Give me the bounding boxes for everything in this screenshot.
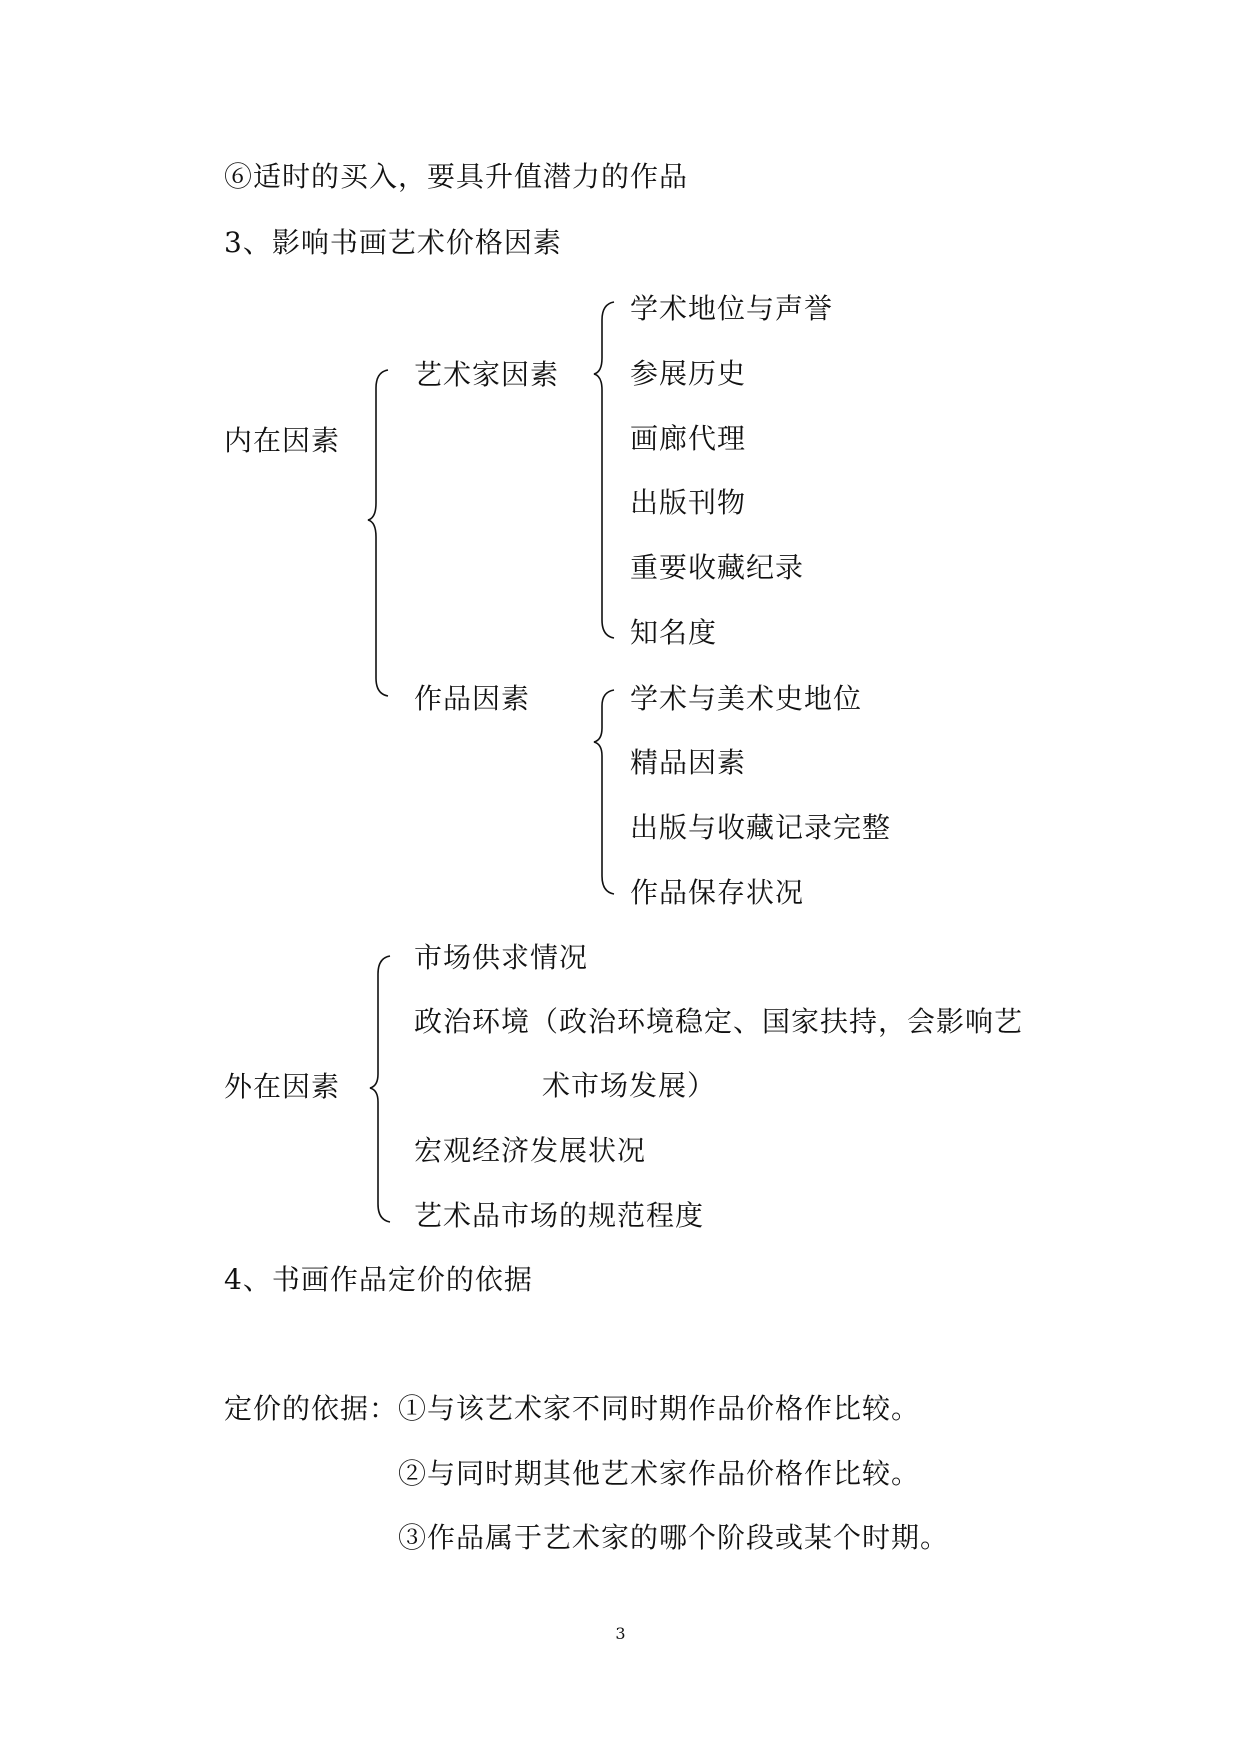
pricing-basis-label: 定价的依据： (224, 1392, 399, 1425)
artist-factors-label: 艺术家因素 (414, 358, 560, 391)
item-6-text: ⑥适时的买入，要具升值潜力的作品 (224, 160, 689, 193)
artist-item: 参展历史 (630, 357, 747, 390)
pricing-basis-item: ①与该艺术家不同时期作品价格作比较。 (398, 1392, 921, 1425)
external-item: 宏观经济发展状况 (414, 1134, 647, 1167)
internal-factors-label: 内在因素 (224, 424, 341, 457)
external-factors-label: 外在因素 (224, 1070, 341, 1103)
work-factors-label: 作品因素 (414, 682, 531, 715)
artist-item: 知名度 (630, 616, 718, 649)
pricing-basis-item: ②与同时期其他艺术家作品价格作比较。 (398, 1457, 921, 1490)
work-item: 作品保存状况 (630, 876, 805, 909)
artist-item: 画廊代理 (630, 422, 747, 455)
work-factors-brace (592, 688, 622, 898)
external-factors-brace (368, 954, 398, 1224)
artist-item: 出版刊物 (630, 486, 747, 519)
external-item-continuation: 术市场发展） (542, 1069, 717, 1102)
artist-item: 重要收藏纪录 (630, 551, 805, 584)
page-number: 3 (615, 1624, 626, 1643)
work-item: 精品因素 (630, 746, 747, 779)
section-3-heading: 3、影响书画艺术价格因素 (224, 226, 562, 259)
pricing-basis-item: ③作品属于艺术家的哪个阶段或某个时期。 (398, 1521, 950, 1554)
external-item: 市场供求情况 (414, 941, 589, 974)
artist-item: 学术地位与声誉 (630, 292, 834, 325)
external-item: 艺术品市场的规范程度 (414, 1199, 705, 1232)
work-item: 学术与美术史地位 (630, 682, 863, 715)
internal-factors-brace (366, 368, 396, 698)
section-4-heading: 4、书画作品定价的依据 (224, 1263, 533, 1296)
work-item: 出版与收藏记录完整 (630, 811, 892, 844)
artist-factors-brace (592, 300, 622, 640)
external-item: 政治环境（政治环境稳定、国家扶持，会影响艺 (414, 1005, 1024, 1038)
